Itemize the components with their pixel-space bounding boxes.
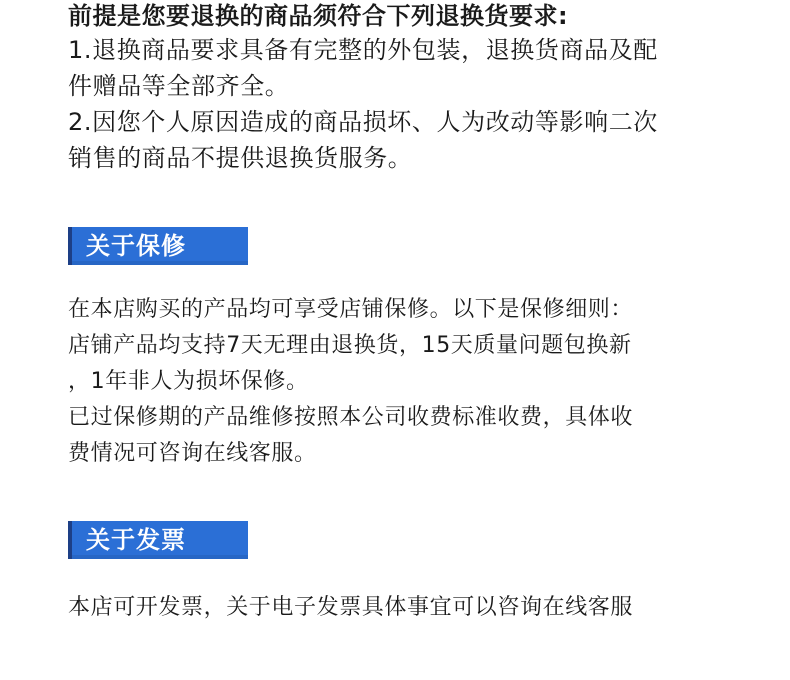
warranty-line: 费情况可咨询在线客服。 <box>68 441 317 466</box>
warranty-line: 已过保修期的产品维修按照本公司收费标准收费，具体收 <box>68 405 634 430</box>
invoice-line: 本店可开发票，关于电子发票具体事宜可以咨询在线客服 <box>68 595 634 620</box>
returns-line: 1.退换商品要求具备有完整的外包装，退换货商品及配 <box>68 36 658 64</box>
invoice-section-title: 关于发票 <box>86 526 186 554</box>
warranty-line: 在本店购买的产品均可享受店铺保修。以下是保修细则： <box>68 297 634 322</box>
warranty-policy-text <box>68 292 758 472</box>
warranty-section-badge <box>68 227 248 265</box>
warranty-section-title: 关于保修 <box>86 232 186 260</box>
warranty-line: ，1年非人为损坏保修。 <box>68 369 309 394</box>
invoice-policy-text <box>68 590 758 626</box>
invoice-section-badge <box>68 521 248 559</box>
returns-heading: 前提是您要退换的商品须符合下列退换货要求: <box>68 2 569 30</box>
returns-line: 件赠品等全部齐全。 <box>68 72 290 100</box>
returns-line: 2.因您个人原因造成的商品损坏、人为改动等影响二次 <box>68 108 658 136</box>
returns-line: 销售的商品不提供退换货服务。 <box>68 144 413 172</box>
returns-policy-section <box>68 0 758 176</box>
warranty-line: 店铺产品均支持7天无理由退换货，15天质量问题包换新 <box>68 333 632 358</box>
